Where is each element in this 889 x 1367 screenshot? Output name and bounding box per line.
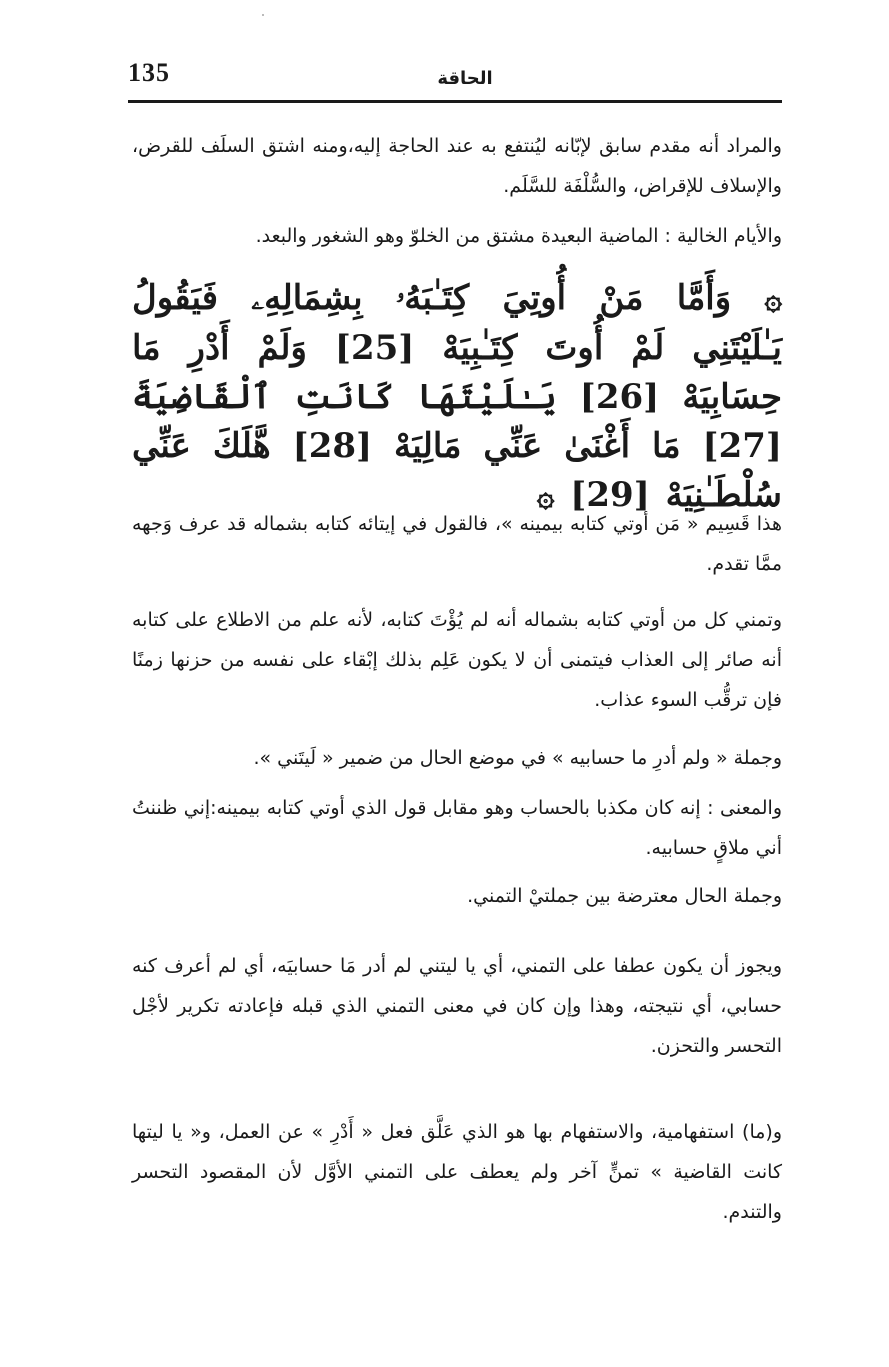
header-rule xyxy=(128,100,782,103)
paragraph-khaliya: والأيام الخالية : الماضية البعيدة مشتق من الخلوّ وهو الشغور والبعد. xyxy=(255,225,782,247)
quran-verse-text: وَأَمَّا مَنْ أُوتِيَ كِتَـٰبَهُۥ بِشِمَالِهِۦ فَيَقُولُ يَـٰلَيْتَنِي لَمْ أُوتَ كِتَـٰبِيَهْ [25] وَلَمْ أَدْرِ مَا حِسَابِيَهْ [26] يَـٰلَيْتَهَا كَانَتِ ٱلْقَاضِيَةَ [27] مَا أَغْنَىٰ عَنِّي مَالِيَهْ [28] هَّلَكَ عَنِّي سُلْطَـٰنِيَهْ [29] xyxy=(132,278,782,515)
paragraph-maana: والمعنى : إنه كان مكذبا بالحساب وهو مقابل قول الذي أوتي كتابه بيمينه:إني ظننتُ أني ملاقٍ حسابيه. xyxy=(132,797,782,859)
paragraph-salaf: والمراد أنه مقدم سابق لإبّانه ليُنتفع به عند الحاجة إليه،ومنه اشتق السلَف للقرض، والإسلاف للإقراض، والسُّلْفَة للسَّلَم. xyxy=(132,135,782,197)
page-number: 135 xyxy=(128,58,170,87)
ornament-close-icon: ۞ xyxy=(536,479,555,514)
paragraph-jumla-hal: وجملة « ولم أدرِ ما حسابيه » في موضع الحال من ضمير « لَيتَني ». xyxy=(253,747,782,769)
paragraph-atf: ويجوز أن يكون عطفا على التمني، أي يا ليتني لم أدر مَا حسابيَه، أي لم أعرف كنه حسابي، أي نتيجته، وهذا وإن كان في معنى التمني الذي قبله فإعادته تكرير لأجْل التحسر والتحزن. xyxy=(132,955,782,1057)
ornament-open-icon: ۞ xyxy=(764,282,783,317)
paragraph-istifham: و(ما) استفهامية، والاستفهام بها هو الذي عَلَّق فعل « أَدْرِ » عن العمل، و« يا ليتها كانت القاضية » تمنٍّ آخر ولم يعطف على التمني الأوَّل لأن المقصود التحسر والتندم. xyxy=(132,1121,782,1223)
paragraph-qasim: هذا قَسِيم « مَن أوتي كتابه بيمينه »، فالقول في إيتائه كتابه بشماله قد عرف وَجهه ممَّا تقدم. xyxy=(132,513,782,575)
paragraph-tamanni: وتمني كل من أوتي كتابه بشماله أنه لم يُؤْتَ كتابه، لأنه علم من الاطلاع على كتابه أنه صائر إلى العذاب فيتمنى أن لا يكون عَلِم بذلك إبْقاء على نفسه من حزنها زمنًا فإن ترقُّب السوء عذاب. xyxy=(132,609,782,711)
scan-speck xyxy=(262,14,264,16)
quran-verse-block xyxy=(132,274,782,521)
paragraph-muataridha: وجملة الحال معترضة بين جملتيْ التمني. xyxy=(467,885,782,907)
running-head: الحاقة xyxy=(437,68,493,89)
